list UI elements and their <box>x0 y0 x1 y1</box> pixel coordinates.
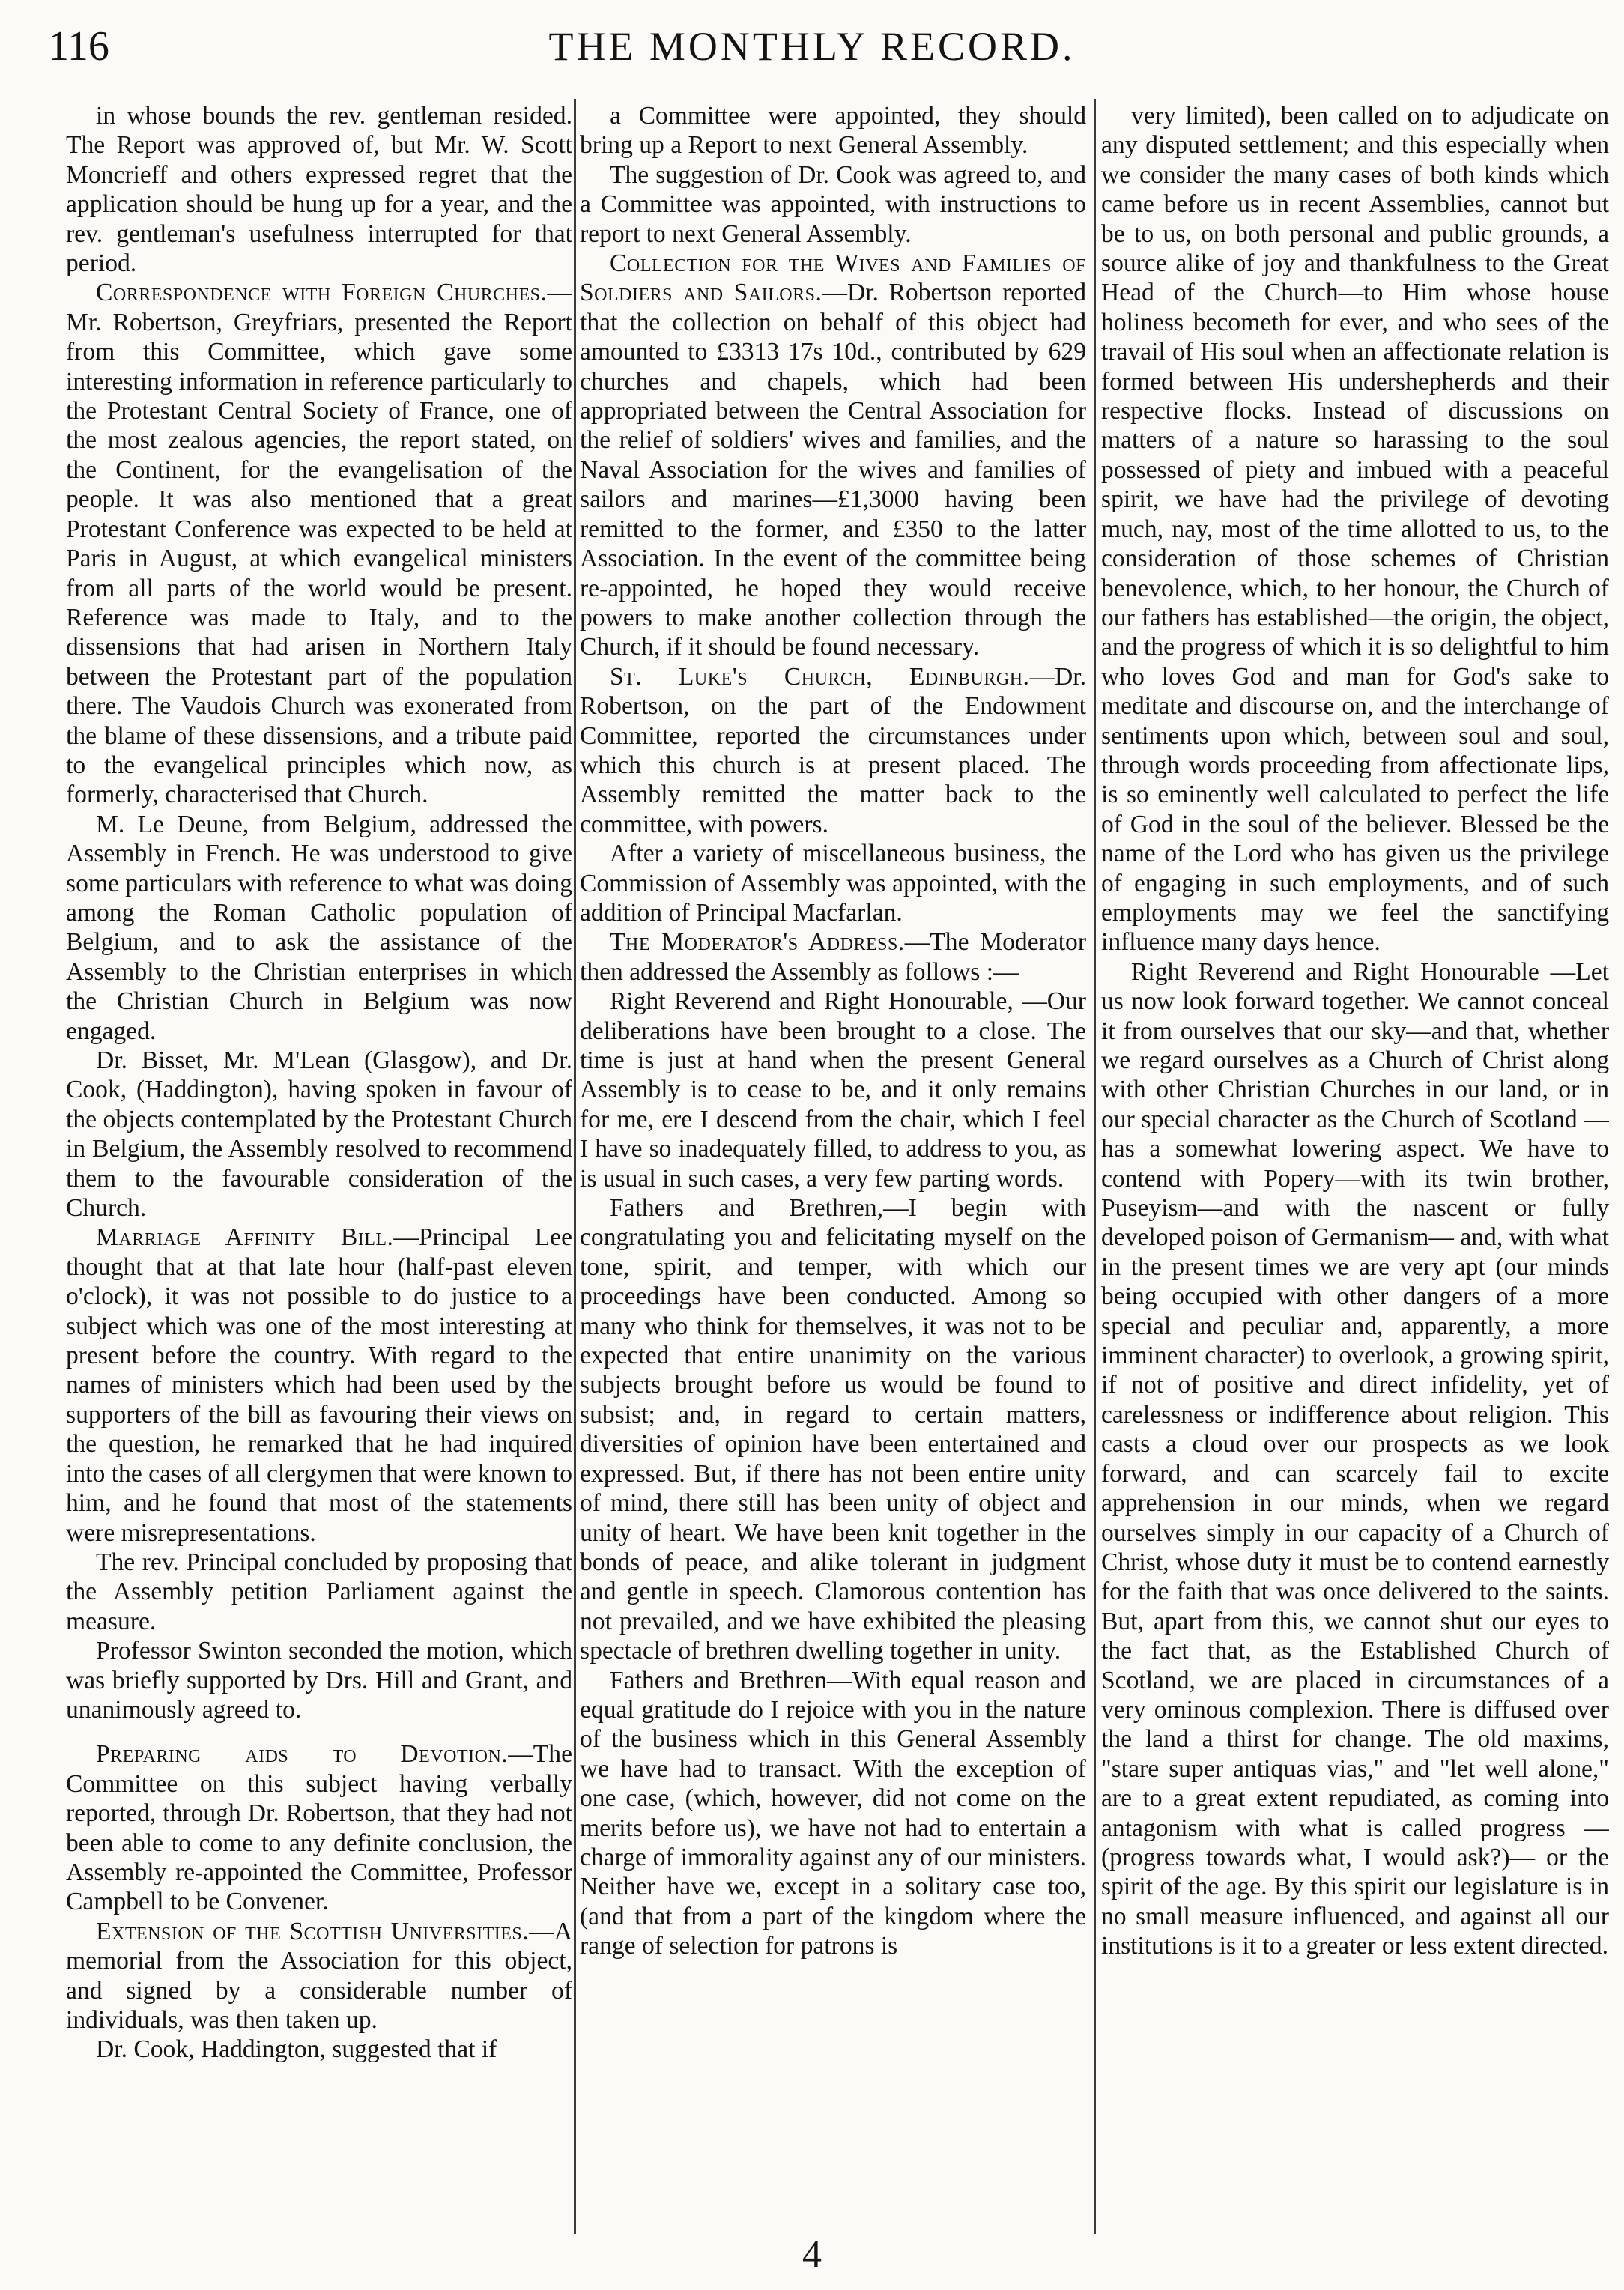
paragraph-text: Fathers and Brethren,—I begin with congratulating you and felicitating myself on the tone, spirit, and temper, with which our proceedings have been conducted. Among so many who think for themselves, it was not to be expected that entire unanimity on the various subjects brought before us would be found to subsist; and, in regard to certain matters, diversities of opinion have been entertained and expressed. But, if there has not been entire unity of mind, there still has been unity of object and unity of heart. We have been knit together in the bonds of peace, and alike tolerant in judgment and gentle in speech. Clamorous contention has not prevailed, and we have exhibited the pleasing spectacle of brethren dwelling together in unity. <box>580 1194 1086 1665</box>
paragraph <box>66 1223 572 1547</box>
signature-mark: 4 <box>802 2233 822 2276</box>
page-number: 116 <box>48 23 109 70</box>
paragraph <box>1101 101 1609 957</box>
text-column-2 <box>580 101 1086 2221</box>
paragraph <box>66 810 572 1046</box>
column-rule-right <box>1094 99 1096 2234</box>
paragraph-text: Fathers and Brethren—With equal reason and equal gratitude do I rejoice with you in the nature of the business which in this General Assembly we have had to transact. With the exception of one case, (which, however, did not come on the merits before us), we have not had to entertain a charge of immorality against any of our ministers. Neither have we, except in a solitary case too, (and that from a part of the kingdom where the range of selection for patrons is <box>580 1666 1086 1960</box>
paragraph <box>580 160 1086 249</box>
paragraph-text: M. Le Deune, from Belgium, addressed the Assembly in French. He was understood to give some particulars with reference to what was doing among the Roman Catholic population of Belgium, and to ask the assistance of the Assembly to the Christian enterprises in which the Christian Church in Belgium was now engaged. <box>66 810 572 1045</box>
section-heading: The Moderator's Address. <box>610 928 905 957</box>
paragraph-text: —The Committee on this subject having verbally reported, through Dr. Robertson, that they had not been able to come to any definite conclusion, the Assembly re-appointed the Committee, Professor Campbell to be Convener. <box>66 1740 572 1916</box>
paragraph <box>66 1917 572 2035</box>
paragraph-text: —The Moderator then addressed the Assembly as follows :— <box>580 928 1086 986</box>
paragraph-text: The suggestion of Dr. Cook was agreed to, and a Committee was appointed, with instructions to report to next General Assembly. <box>580 160 1086 248</box>
section-heading: Marriage Affinity Bill. <box>96 1223 394 1252</box>
section-heading: St. Luke's Church, Edinburgh. <box>610 662 1030 691</box>
paragraph <box>580 927 1086 987</box>
paragraph-text: —Principal Lee thought that at that late hour (half-past eleven o'clock), it was not possible to do justice to a subject which was one of the most interesting at present before the country. With regard to the names of ministers which had been used by the supporters of the bill as favouring their views on the question, he remarked that he had inquired into the cases of all clergymen that were known to him, and he found that most of the statements were misrepresentations. <box>66 1223 572 1547</box>
paragraph <box>580 987 1086 1193</box>
paragraph <box>66 1548 572 1636</box>
page-header <box>0 0 1624 75</box>
paragraph-text: Dr. Cook, Haddington, suggested that if <box>96 2035 497 2064</box>
section-heading: Correspondence with Foreign Churches. <box>96 279 548 307</box>
text-column-3 <box>1101 101 1609 2221</box>
paragraph <box>66 278 572 809</box>
paragraph-text: Dr. Bisset, Mr. M'Lean (Glasgow), and Dr. Cook, (Haddington), having spoken in favour of the objects contemplated by the Protestant Church in Belgium, the Assembly resolved to recommend them to the favourable consideration of the Church. <box>66 1046 572 1223</box>
text-column-1 <box>66 101 572 2221</box>
paragraph-text: —Mr. Robertson, Greyfriars, presented the Report from this Committee, which gave some interesting information in reference particularly to the Protestant Central Society of France, one of the most zealous agencies, the report stated, on the Continent, for the evangelisation of the people. It was also mentioned that a great Protestant Conference was expected to be held at Paris in August, at which evangelical ministers from all parts of the world would be present. Reference was made to Italy, and to the dissensions that had arisen in Northern Italy between the Protestant part of the population there. The Vaudois Church was exonerated from the blame of these dissensions, and a tribute paid to the evangelical principles which now, as formerly, characterised that Church. <box>66 279 572 809</box>
paragraph-text: —Dr. Robertson, on the part of the Endowment Committee, reported the circumstances under which this church is at present placed. The Assembly remitted the matter back to the committee, with powers. <box>580 662 1086 838</box>
paragraph <box>66 1636 572 1724</box>
section-heading: Preparing aids to Devotion. <box>96 1740 509 1769</box>
paragraph-text: Right Reverend and Right Honourable, —Our deliberations have been brought to a close. The time is just at hand when the present General Assembly is to cease to be, and it only remains for me, ere I descend from the chair, which I feel I have so inadequately filled, to address to you, as is usual in such cases, a very few parting words. <box>580 987 1086 1193</box>
paragraph <box>66 2035 572 2064</box>
running-title: THE MONTHLY RECORD. <box>548 24 1076 69</box>
paragraph <box>580 101 1086 160</box>
paragraph-text: in whose bounds the rev. gentleman resided. The Report was approved of, but Mr. W. Scott Moncrieff and others expressed regret that the application should be hung up for a year, and the rev. gentleman's usefulness interrupted for that period. <box>66 102 572 278</box>
paragraph-text: a Committee were appointed, they should bring up a Report to next General Assembly. <box>580 102 1086 160</box>
paragraph-text: The rev. Principal concluded by proposing that the Assembly petition Parliament against the measure. <box>66 1548 572 1635</box>
section-heading: Extension of the Scottish Universities. <box>96 1917 530 1945</box>
paragraph-text: Professor Swinton seconded the motion, which was briefly supported by Drs. Hill and Grant, and unanimously agreed to. <box>66 1637 572 1724</box>
paragraph-text: very limited), been called on to adjudicate on any disputed settlement; and this especially when we consider the many cases of both kinds which came before us in recent Assemblies, cannot but be to us, on both personal and public grounds, a source alike of joy and thankfulness to the Great Head of the Church—to Him whose house holiness becometh for ever, and who sees of the travail of His soul when an affectionate relation is formed between His undershepherds and their respective flocks. Instead of discussions on matters of a nature so harassing to the soul possessed of piety and imbued with a peaceful spirit, we have had the privilege of devoting much, nay, most of the time allotted to us, to the consideration of those schemes of Christian benevolence, which, to her honour, the Church of our fathers has established—the origin, the object, and the progress of which it is so delightful to him who loves God and man for God's sake to meditate and discourse on, and the interchange of sentiments upon which, between soul and soul, through words proceeding from affectionate lips, is so eminently well calculated to perfect the life of God in the soul of the believer. Blessed be the name of the Lord who has given us the privilege of engaging in such employments, and of such employments may we feel the sanctifying influence many days hence. <box>1101 102 1609 957</box>
column-rule-left <box>574 99 576 2234</box>
section-heading: Collection for the Wives and Families of Soldiers and Sailors. <box>580 249 1086 307</box>
paragraph-text: Right Reverend and Right Honourable —Let us now look forward together. We cannot conceal it from ourselves that our sky—and that, whether we regard ourselves as a Church of Christ along with other Christian Churches in our land, or in our special character as the Church of Scotland —has a somewhat lowering aspect. We have to contend with Popery—with its twin brother, Puseyism—and with the nascent or fully developed poison of Germanism— and, with what in the present times we are very apt (our minds being occupied with other dangers of a more special and peculiar and, apparently, a more imminent character) to overlook, a growing spirit, if not of positive and direct infidelity, yet of carelessness or indifference about religion. This casts a cloud over our prospects as we look forward, and can scarcely fail to excite apprehension in our minds, when we regard ourselves simply in our capacity of a Church of Christ, whose duty it must be to contend earnestly for the faith that was once delivered to the saints. But, apart from this, we cannot shut our eyes to the fact that, as the Established Church of Scotland, we are placed in circumstances of a very ominous complexion. There is diffused over the land a thirst for change. The old maxims, "stare super antiquas vias," and "let well alone," are to a great extent repudiated, as coming into antagonism with what is called progress —(progress towards what, I would ask?)— or the spirit of the age. By this spirit our legislature is in no small measure influenced, and against all our institutions is it to a greater or less extent directed. <box>1101 957 1609 1960</box>
paragraph-text: —A memorial from the Association for this object, and signed by a considerable number of individuals, was then taken up. <box>66 1917 572 2034</box>
paragraph <box>580 1666 1086 1961</box>
paragraph <box>580 662 1086 839</box>
paragraph <box>66 101 572 278</box>
paragraph-text: —Dr. Robertson reported that the collection on behalf of this object had amounted to £3313 17s 10d., contributed by 629 churches and chapels, which had been appropriated between the Central Association for the relief of soldiers' wives and families, and the Naval Association for the wives and families of sailors and marines—£1,3000 having been remitted to the former, and £350 to the latter Association. In the event of the committee being re-appointed, he hoped they would receive powers to make another collection through the Church, if it should be found necessary. <box>580 279 1086 661</box>
paragraph <box>580 1193 1086 1666</box>
paragraph <box>580 839 1086 927</box>
paragraph <box>66 1739 572 1916</box>
paragraph-text: After a variety of miscellaneous business, the Commission of Assembly was appointed, with the addition of Principal Macfarlan. <box>580 840 1086 927</box>
paragraph <box>580 249 1086 662</box>
paragraph <box>1101 957 1609 1961</box>
paragraph <box>66 1046 572 1223</box>
